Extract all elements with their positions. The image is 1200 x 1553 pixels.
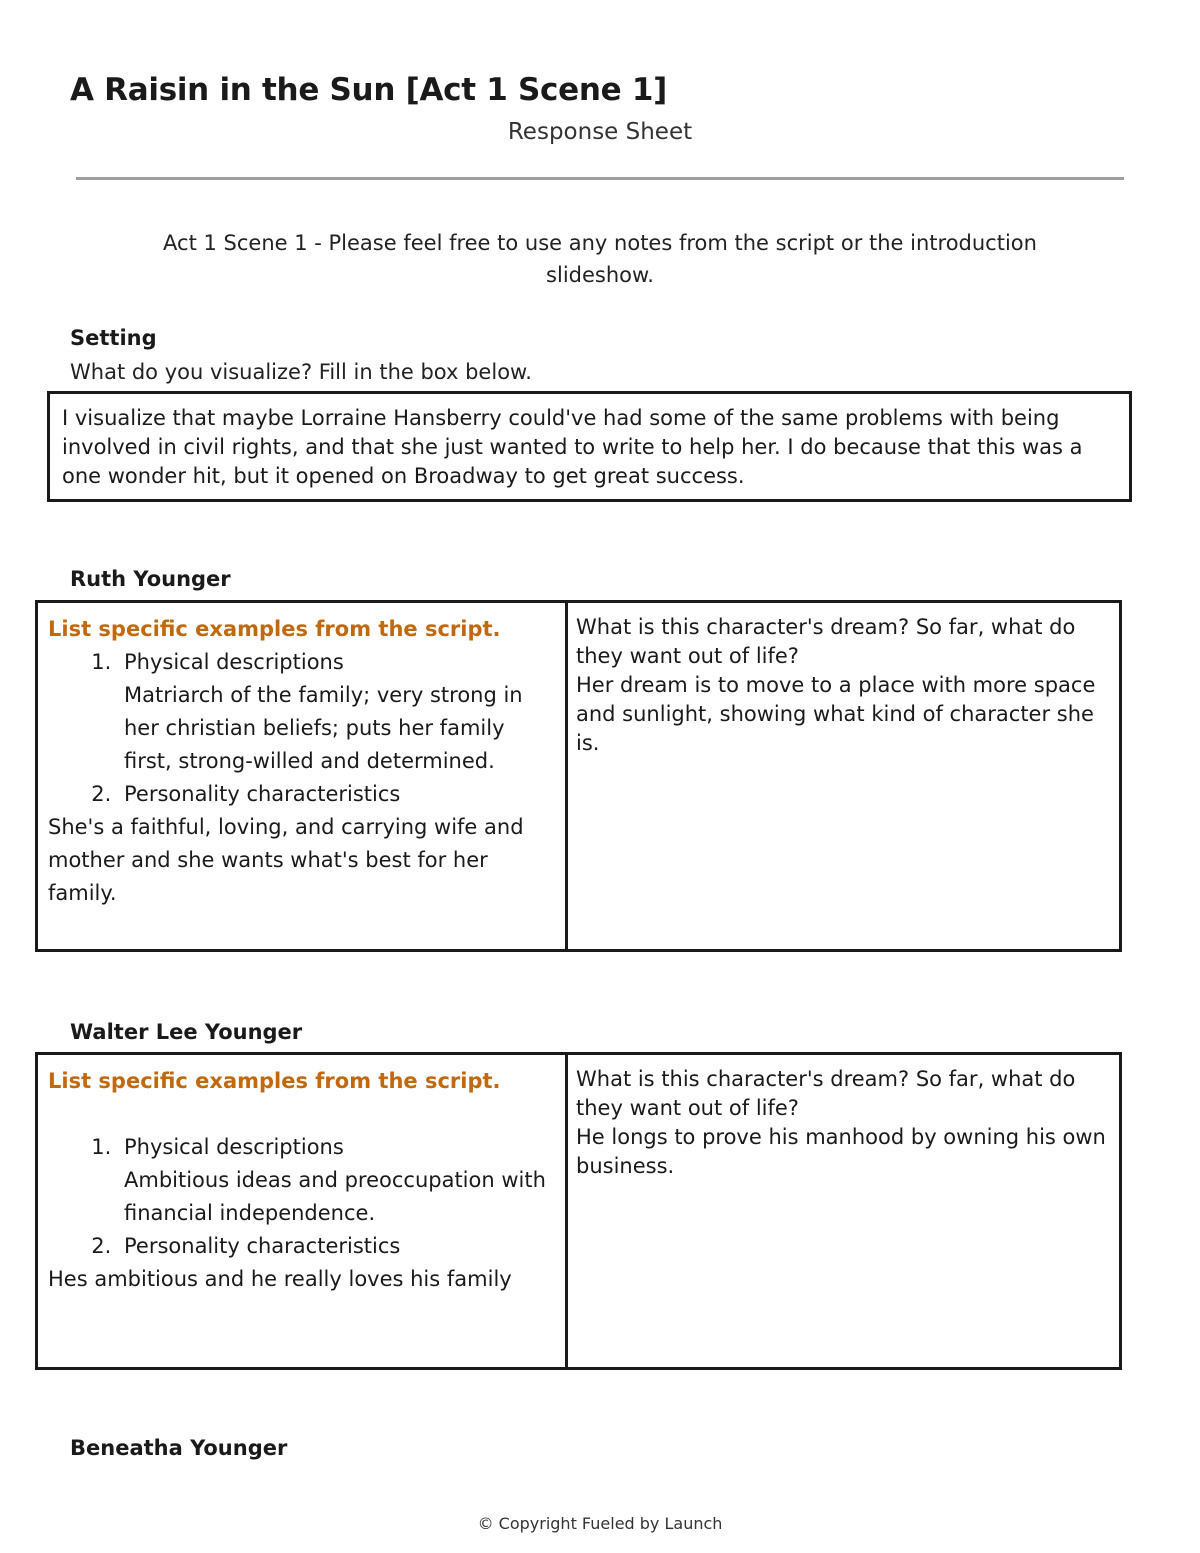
personality-text: Hes ambitious and he really loves his family	[48, 1267, 512, 1291]
page-subtitle: Response Sheet	[507, 119, 693, 145]
dream-answer: He longs to prove his manhood by owning his own business.	[576, 1125, 1106, 1178]
list-item	[118, 1230, 555, 1263]
personality-text: She's a faithful, loving, and carrying wife and mother and she wants what's best for her family.	[48, 815, 524, 905]
character-table-walter	[35, 1052, 1122, 1370]
item-text: Matriarch of the family; very strong in her christian beliefs; puts her family first, strong-willed and determined.	[124, 683, 523, 773]
examples-list	[48, 646, 555, 811]
setting-answer-box[interactable]: I visualize that maybe Lorraine Hansberry could've had some of the same problems with being involved in civil rights, and that she just wanted to write to help her. I do because that this was a one wonder hit, but it opened on Broadway to get great success.	[47, 391, 1132, 502]
intro-text: Act 1 Scene 1 - Please feel free to use any notes from the script or the introduction slideshow.	[163, 231, 1037, 287]
examples-cell[interactable]	[38, 1055, 568, 1367]
dream-cell[interactable]	[568, 1055, 1119, 1367]
item-label: Personality characteristics	[124, 782, 401, 806]
item-text: Ambitious ideas and preoccupation with financial independence.	[124, 1168, 546, 1225]
examples-cell[interactable]	[38, 603, 568, 949]
character-table-ruth	[35, 600, 1122, 952]
instruction-text: List specific examples from the script.	[48, 1069, 501, 1093]
character-heading-beneatha: Beneatha Younger	[70, 1436, 288, 1460]
item-label: Personality characteristics	[124, 1234, 401, 1258]
list-item	[118, 646, 555, 778]
list-item	[118, 1131, 555, 1230]
instruction-text: List specific examples from the script.	[48, 617, 501, 641]
setting-prompt: What do you visualize? Fill in the box below.	[70, 360, 532, 384]
item-label: Physical descriptions	[124, 650, 344, 674]
page-title: A Raisin in the Sun [Act 1 Scene 1]	[70, 72, 667, 108]
list-item	[118, 778, 555, 811]
spacer	[48, 1098, 555, 1131]
character-heading-walter: Walter Lee Younger	[70, 1020, 303, 1044]
divider	[76, 177, 1124, 180]
dream-answer: Her dream is to move to a place with more space and sunlight, showing what kind of character she is.	[576, 673, 1096, 755]
examples-list	[48, 1131, 555, 1263]
dream-prompt: What is this character's dream? So far, what do they want out of life?	[576, 1067, 1076, 1120]
item-label: Physical descriptions	[124, 1135, 344, 1159]
dream-prompt: What is this character's dream? So far, what do they want out of life?	[576, 615, 1076, 668]
character-heading-ruth: Ruth Younger	[70, 567, 231, 591]
footer-copyright: © Copyright Fueled by Launch	[477, 1514, 723, 1533]
dream-cell[interactable]	[568, 603, 1119, 949]
setting-heading: Setting	[70, 326, 157, 350]
